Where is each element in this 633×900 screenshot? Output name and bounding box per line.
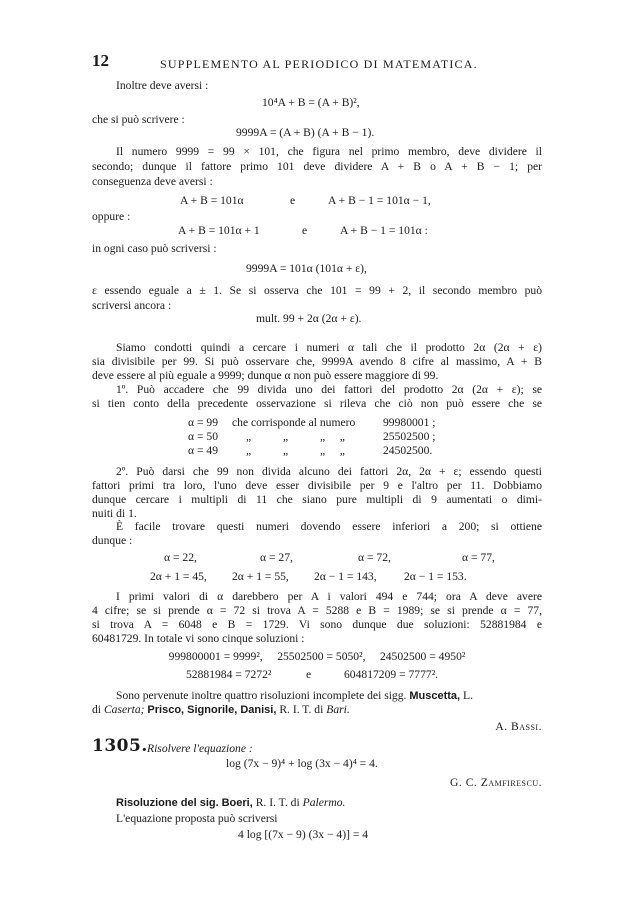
contributor-name: Muscetta,: [409, 690, 461, 702]
equation: A + B − 1 = 101α − 1,: [328, 194, 431, 207]
signature: A. Bassi.: [495, 720, 542, 733]
signature: G. C. Zamfirescu.: [450, 776, 542, 789]
table-cell: α = 50: [188, 430, 219, 443]
equation: A + B = 101α: [180, 194, 244, 207]
city-name: Bari.: [326, 703, 350, 716]
text-span: Sono pervenute inoltre quattro risoluzioni incomplete dei sigg.: [116, 689, 407, 702]
table-cell: α = 99: [188, 416, 219, 429]
text-line: ε essendo eguale a ± 1. Se si osserva che 101 = 99 + 2, il secondo membro può: [92, 284, 542, 297]
text-line: 60481729. In totale vi sono cinque soluzioni :: [92, 632, 305, 645]
text-line: nuiti di 1.: [92, 507, 137, 520]
text-line: dunque cercare i multipli di 11 che siano pure multipli di 9 aumentati o dimi-: [92, 493, 542, 506]
solution-line: [116, 796, 345, 810]
equation-separator: e: [306, 668, 312, 681]
text-line: si trova A = 6048 e B = 1729. Vi sono dunque due soluzioni: 52881984 e: [92, 618, 542, 631]
text-line: si tien conto della precedente osservazione si rileva che ciò non può essere che se: [92, 397, 542, 410]
page-number: 12: [92, 51, 109, 70]
text-line: Il numero 9999 = 99 × 101, che figura nel primo membro, deve dividere il: [116, 145, 542, 158]
ditto-marks: „ „ „ „: [246, 430, 345, 443]
equation: α = 72,: [358, 551, 391, 564]
text-line: Siamo condotti quindi a cercare i numeri α tali che il prodotto 2α (2α + ε): [116, 341, 542, 354]
equation: α = 77,: [462, 551, 495, 564]
equation: 10⁴A + B = (A + B)²,: [262, 96, 360, 109]
equation: α = 22,: [164, 551, 197, 564]
contributors-line: [92, 703, 350, 717]
equation: A + B = 101α + 1: [178, 224, 260, 237]
equation: 9999A = (A + B) (A + B − 1).: [236, 126, 375, 139]
table-cell: α = 49: [188, 444, 219, 457]
text-line: fattori primi tra loro, l'uno deve esser divisibile per 9 e l'altro per 11. Dobbiamo: [92, 479, 542, 492]
table-cell: 24502500.: [383, 444, 433, 457]
text-line: conseguenza deve aversi :: [92, 175, 213, 188]
text-line: dunque :: [92, 534, 133, 547]
equation: 2α − 1 = 143,: [314, 570, 377, 583]
table-cell: 99980001 ;: [383, 416, 436, 429]
text-line: che si può scrivere :: [92, 113, 185, 126]
text-line: I primi valori di α darebbero per A i valori 494 e 744; ora A deve avere: [116, 590, 542, 603]
text-span: R. I. T. di: [255, 796, 300, 809]
text-line: secondo; dunque il fattore primo 101 deve dividere A + B o A + B − 1; per: [92, 160, 542, 173]
text-span: R. I. T. di: [279, 703, 324, 716]
running-title: SUPPLEMENTO AL PERIODICO DI MATEMATICA.: [160, 57, 478, 71]
equation: 999800001 = 9999², 25502500 = 5050², 24502500 = 4950²: [168, 650, 466, 663]
equation: 4 log [(7x − 9) (3x − 4)] = 4: [238, 828, 369, 841]
text-line: scriversi ancora :: [92, 299, 172, 312]
equation: 9999A = 101α (101α + ε),: [246, 262, 367, 275]
equation: 2α + 1 = 45,: [150, 570, 207, 583]
equation: α = 27,: [260, 551, 293, 564]
contributors-line: [116, 689, 473, 703]
equation: log (7x − 9)⁴ + log (3x − 4)⁴ = 4.: [226, 757, 378, 770]
text-line: L'equazione proposta può scriversi: [116, 812, 278, 825]
text-line: È facile trovare questi numeri dovendo essere inferiori a 200; si ottiene: [116, 520, 542, 533]
equation-separator: e: [290, 194, 296, 207]
city-name: Caserta;: [103, 703, 145, 716]
equation: 2α − 1 = 153.: [404, 570, 467, 583]
text-line: deve essere al più eguale a 9999; dunque α non può essere maggiore di 99.: [92, 369, 439, 382]
text-span: di: [92, 703, 102, 716]
equation: A + B − 1 = 101α :: [340, 224, 428, 237]
contributor-names: Prisco, Signorile, Danisi,: [147, 704, 277, 716]
solver-name: Boeri,: [221, 797, 253, 809]
equation-separator: e: [302, 224, 308, 237]
text-line: sia divisibile per 99. Si può osservare che, 9999A avendo 8 cifre al massimo, A + B: [92, 355, 542, 368]
equation: 604817209 = 7777².: [344, 668, 439, 681]
equation: 2α + 1 = 55,: [232, 570, 289, 583]
text-line: 4 cifre; se si prende α = 72 si trova A = 5288 e B = 1989; se si prende α = 77,: [92, 604, 542, 617]
ditto-marks: „ „ „ „: [246, 444, 345, 457]
text-line: oppure :: [92, 210, 131, 223]
table-cell: 25502500 ;: [383, 430, 436, 443]
problem-number: 1305.: [92, 736, 148, 756]
problem-title: Risolvere l'equazione :: [147, 742, 253, 755]
equation: mult. 99 + 2α (2α + ε).: [256, 312, 362, 325]
solution-label: Risoluzione del sig.: [116, 797, 219, 809]
text-line: in ogni caso può scriversi :: [92, 242, 217, 255]
text-line: 2º. Può darsi che 99 non divida alcuno dei fattori 2α, 2α + ε; essendo questi: [116, 465, 542, 478]
table-cell: che corrisponde al numero: [232, 416, 356, 429]
city-name: Palermo.: [302, 796, 346, 809]
text-span: L.: [463, 689, 473, 702]
equation: 52881984 = 7272²: [186, 668, 272, 681]
text-line: 1º. Può accadere che 99 divida uno dei fattori del prodotto 2α (2α + ε); se: [116, 383, 542, 396]
text-line: Inoltre deve aversi :: [116, 79, 209, 92]
